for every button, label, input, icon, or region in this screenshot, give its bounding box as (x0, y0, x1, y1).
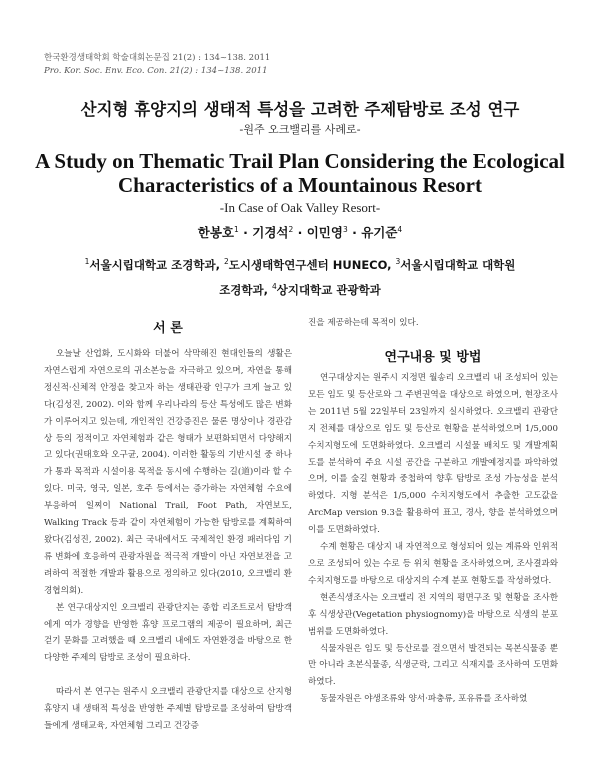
affil-text: 도시생태학연구센터 HUNECO, (228, 257, 396, 272)
affil-text: 조경학과, (219, 282, 273, 297)
right-column-body (308, 370, 558, 708)
affil-sup: 2 (223, 257, 229, 266)
affil-text: 서울시립대학교 조경학과, (89, 257, 224, 272)
paragraph: 진을 제공하는데 목적이 있다. (308, 318, 419, 328)
affil-text: 상지대학교 관광학과 (276, 282, 381, 297)
author-sup: 4 (397, 224, 403, 234)
section-heading-methods: 연구내용 및 방법 (384, 350, 482, 365)
affil-sup: 1 (84, 257, 90, 266)
paragraph: 동물자원은 야생조류와 양서·파충류, 포유류를 조사하였 (320, 694, 528, 705)
paragraph: 본 연구대상지인 오크밸리 관광단지는 종합 리조트로서 탐방객에게 여가 경향을 반영한 휴양 프로그램의 제공이 필요하며, 최근 걷기 문화를 고려했을 때 오크밸리 내에도 자연환경을 바탕으로 한 다양한 주제의 탐방로 조성이 필요하다. (44, 602, 292, 664)
left-column-body (44, 346, 292, 735)
author-name: 유기준 (361, 225, 398, 240)
paragraph: 현존식생조사는 오크밸리 전 지역의 평면구조 및 현황을 조사한 후 식생상관(Vegetation physiognomy)을 바탕으로 식생의 분포범위를 도면화하였다. (308, 592, 558, 637)
author-sup: 1 (234, 224, 239, 234)
journal-citation-korean: 한국환경생태학회 학술대회논문집 21(2) : 134~138. 2011 (44, 53, 271, 63)
paragraph: 따라서 본 연구는 원주시 오크밸리 관광단지를 대상으로 산지형 휴양지 내 생태적 특성을 반영한 주제별 탐방로를 조성하여 탐방객들에게 생태교육, 자연체험 그리고 건강증 (44, 687, 292, 732)
section-heading-introduction: 서 론 (153, 321, 183, 336)
right-column-continuation (308, 315, 558, 332)
title-english (0, 149, 600, 197)
author-name: 이민영 (306, 225, 343, 240)
affil-sup: 3 (395, 257, 401, 266)
author-list: 한봉호$^1$ · 기경석$^2$ · 이민영$^3$ · 유기준$^4$ (197, 224, 403, 240)
subtitle-english: -In Case of Oak Valley Resort- (219, 200, 381, 215)
paragraph: 식물자원은 임도 및 등산로를 걸으면서 발견되는 목본식물종 뿐만 아니라 초본식물종, 식생군락, 그리고 식재지를 조사하여 도면화하였다. (308, 643, 558, 688)
paragraph: 수계 현황은 대상지 내 자연적으로 형성되어 있는 계류와 인위적으로 조성되어 있는 수로 등 위치 현황을 조사하였으며, 조사결과와 수치지형도를 바탕으로 대상지의 수계 분포 현황도를 작성하였다. (308, 542, 558, 586)
paragraph: 연구대상지는 원주시 지정면 월송리 오크밸리 내 조성되어 있는 모든 임도 및 등산로와 그 주변권역을 대상으로 하였으며, 현장조사는 2011년 5월 22일부터 23일까지 실시하였다. 오크밸리 관광단지 전체를 대상으로 임도 및 등산로 현황을 분석하였으며 1/5,000 수치지형도에 도면화하였다. 오크밸리 시설물 배치도 및 개발계획도를 분석하여 주요 시설 공간을 구분하고 개발예정지를 파악하였으며, 이를 숲길 현황과 중첩하여 향후 탐방로 조성 가능성을 분석하였다. 지형 분석은 1/5,000 수치지형도에서 추출한 고도값을 ArcMap version 9.3을 활용하여 표고, 경사, 향을 분석하였으며 이를 도면화하였다. (308, 373, 558, 536)
affiliation-line1 (0, 251, 600, 276)
journal-citation-english: Pro. Kor. Soc. Env. Eco. Con. 21(2) : 134~138. 2011 (44, 66, 268, 76)
subtitle-korean: -원주 오크밸리를 사례로- (239, 123, 361, 136)
author-name: 기경석 (252, 225, 289, 240)
affiliation-line2 (0, 276, 600, 301)
title-english-line2: Characteristics of a Mountainous Resort (118, 173, 482, 197)
author-name: 한봉호 (197, 225, 235, 240)
title-english-line1: A Study on Thematic Trail Plan Considering the Ecological (35, 149, 565, 173)
author-sup: 2 (288, 224, 294, 234)
affil-sup: 4 (272, 281, 277, 291)
affil-text: 서울시립대학교 대학원 (400, 257, 516, 272)
affiliations (0, 251, 600, 301)
paragraph: 오늘날 산업화, 도시화와 더불어 삭막해진 현대인들의 생활은 자연스럽게 자연으로의 귀소본능을 자극하고 있으며, 자연을 통해 정신적·신체적 안정을 찾고자 하는 생태관광 인구가 크게 늘고 있다(김성진, 2002). 이와 함께 우리나라의 등산 특성에도 많은 변화가 이루어지고 있는데, 개인적인 건강증진은 물론 명상이나 경관감상 등의 정적이고 자연체험과 같은 형태가 보편화되면서 다양해지고 있다(권태호와 오구균, 2004). 이러한 활동의 기반시설 중 하나가 통과 목적과 시설이용 목적을 동시에 수행하는 길(道)이라 할 수 있다. 미국, 영국, 일본, 호주 등에서는 증가하는 자연체험 수요에 부응하여 일찌이 National Trail, Foot Path, 자연보도, Walking Track 등과 같이 자연체험이 가능한 탐방로를 계획하여 왔다(김성진, 2002). 최근 국내에서도 국제적인 환경 패러다임 기류 변화에 호응하여 관광자원을 적극적 개발이 아닌 자연보전을 고려하여 적절한 개발과 활용으로 정의하고 있다(2010, 오크밸리 환경협의회). (44, 349, 292, 596)
author-sup: 3 (342, 224, 348, 234)
journal-header (44, 52, 270, 78)
title-korean: 산지형 휴양지의 생태적 특성을 고려한 주제탐방로 조성 연구 (80, 100, 520, 119)
